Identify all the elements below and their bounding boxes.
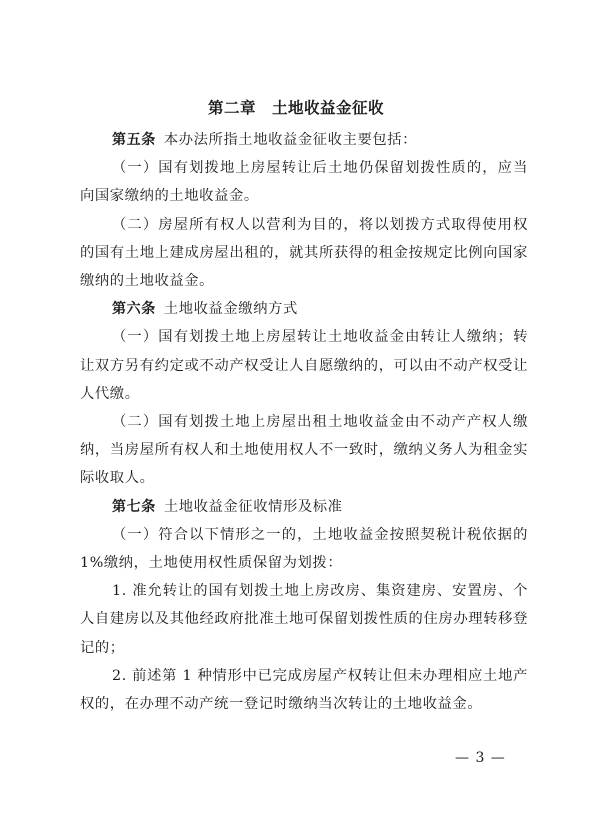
- paragraph-text: （一）符合以下情形之一的，土地收益金按照契税计税依据的 1%缴纳，土地使用权性质保留为划拨：: [80, 526, 528, 572]
- paragraph-item: [80, 211, 528, 296]
- article-label: 第七条: [112, 498, 156, 515]
- document-body: [80, 126, 528, 718]
- page-number: — 3 —: [455, 750, 506, 766]
- paragraph-article-7: [80, 493, 528, 521]
- paragraph-article-5: [80, 126, 528, 154]
- article-label: 第五条: [112, 132, 156, 148]
- paragraph-text: （一）国有划拨地上房屋转让后土地仍保留划拨性质的，应当向国家缴纳的土地收益金。: [80, 160, 528, 205]
- chapter-title: 第二章 土地收益金征收: [207, 99, 384, 117]
- paragraph-item: [80, 323, 528, 408]
- paragraph-article-6: [80, 295, 528, 323]
- paragraph-text: 1. 准允转让的国有划拨土地上房改房、集资建房、安置房、个人自建房以及其他经政府批准土地可保留划拨性质的住房办理转移登记的；: [80, 583, 528, 656]
- paragraph-item: [80, 408, 528, 493]
- paragraph-text: （二）房屋所有权人以营利为目的，将以划拨方式取得使用权的国有土地上建成房屋出租的，就其所获得的租金按规定比例向国家缴纳的土地收益金。: [80, 216, 528, 290]
- paragraph-text: 土地收益金征收情形及标准: [163, 498, 343, 515]
- paragraph-text: （一）国有划拨土地上房屋转让土地收益金由转让人缴纳；转让双方另有约定或不动产权受让人自愿缴纳的，可以由不动产权受让人代缴。: [80, 329, 528, 402]
- paragraph-item: [80, 521, 528, 577]
- paragraph-text: 土地收益金缴纳方式: [163, 301, 298, 318]
- paragraph-item: [80, 577, 528, 662]
- paragraph-item: [80, 662, 528, 718]
- paragraph-text: 2. 前述第 1 种情形中已完成房屋产权转让但未办理相应土地产权的，在办理不动产统一登记时缴纳当次转让的土地收益金。: [80, 667, 528, 713]
- paragraph-text: 本办法所指土地收益金征收主要包括：: [163, 132, 418, 148]
- paragraph-text: （二）国有划拨土地上房屋出租土地收益金由不动产产权人缴纳，当房屋所有权人和土地使用权人不一致时，缴纳义务人为租金实际收取人。: [80, 414, 528, 487]
- article-label: 第六条: [112, 301, 156, 318]
- paragraph-item: [80, 154, 528, 210]
